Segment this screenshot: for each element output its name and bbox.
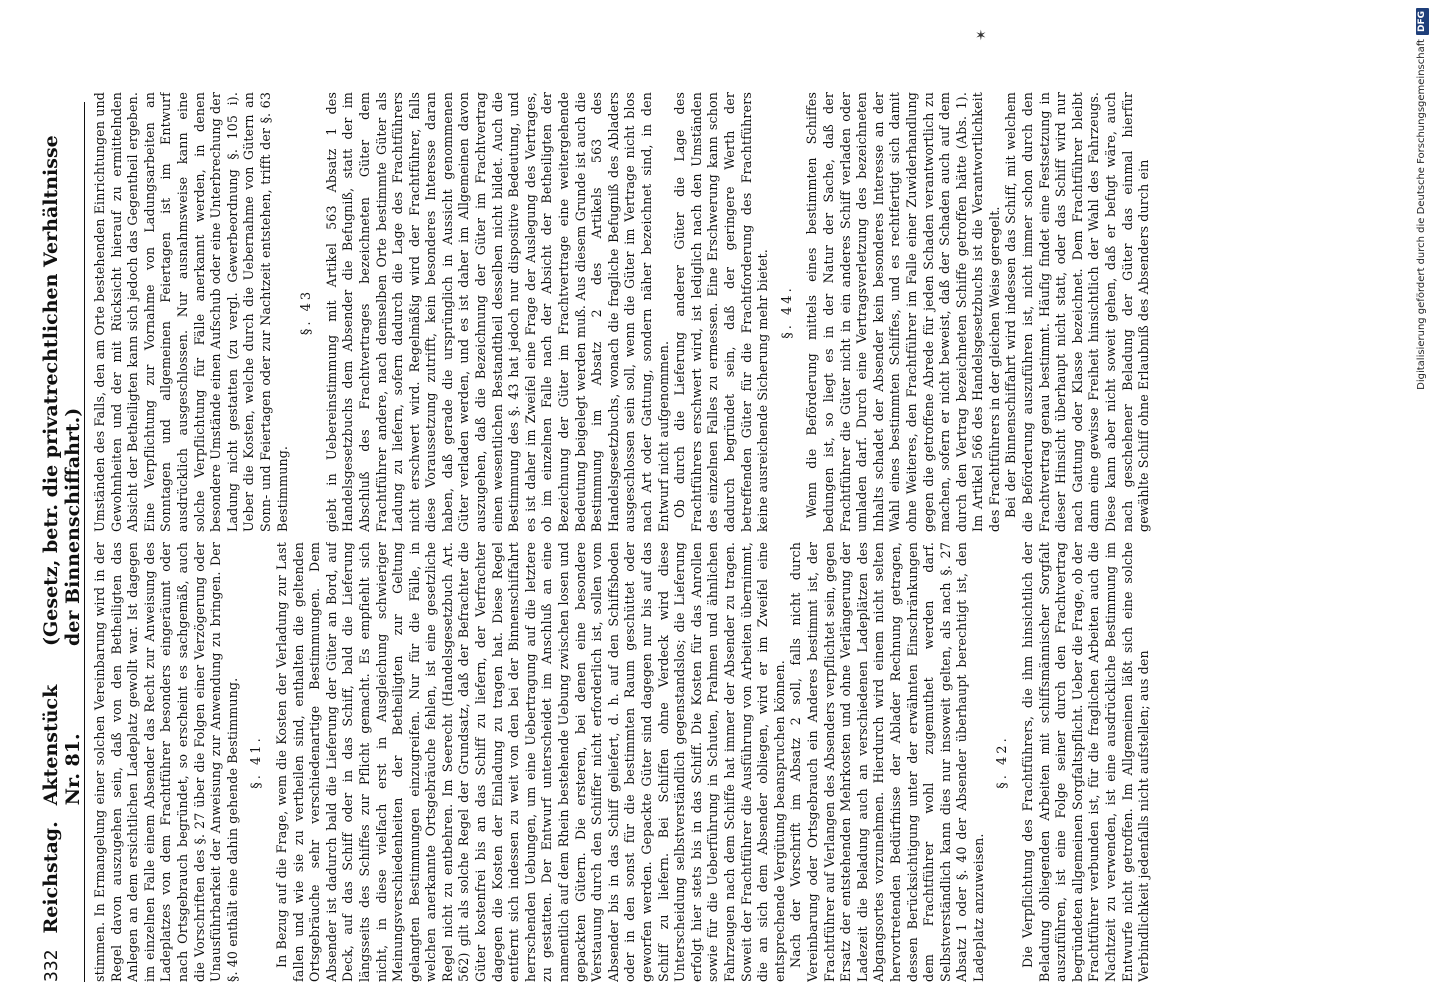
section-heading: §. 42. <box>995 735 1011 789</box>
funding-note-line <box>1413 8 1431 588</box>
scan-mark-icon: ✶ <box>975 28 987 44</box>
paragraph: giebt in Uebereinstimmung mit Artikel 563 Absatz 1 des Handelsgesetzbuchs dem Absender die Befugniß, statt der im Abschluß des Frachtvertrages bezeichneten Güter dem Frachtführer andere, nach demselben Orte bestimmte Güter als Ladung zu liefern, sofern dadurch die Lage des Frachtführers nicht erschwert wird. Regelmäßig wird der Frachtführer, falls diese Voraussetzung zutrifft, kein besonderes Interesse daran haben, daß gerade die ursprünglich in Aussicht genommenen Güter verladen werden, und es ist daher im Allgemeinen davon auszugehen, daß die Bezeichnung der Güter im Frachtvertrag einen wesentlichen Bestandtheil desselben nicht bildet. Auch die Bestimmung des §. 43 hat jedoch nur dispositive Bedeutung, und es ist daher im Zweifel eine Frage der Auslegung des Vertrages, ob im einzelnen Falle nach der Absicht der Betheiligten der Bezeichnung der Güter im Frachtvertrage eine weitergehende Bedeutung beigelegt werden muß. Aus diesem Grunde ist auch die Bestimmung im Absatz 2 des Artikels 563 des Handelsgesetzbuchs, wonach die fragliche Befugniß des Abladers ausgeschlossen sein soll, wenn die Güter im Vertrage nicht blos nach Art oder Gattung, sondern näher bezeichnet sind, in den Entwurf nicht aufgenommen. <box>323 92 671 532</box>
paragraph: Bei der Binnenschiffahrt wird indessen das Schiff, mit welchem die Beförderung auszuführen ist, nicht immer schon durch den Frachtvertrag genau bestimmt. Häufig findet eine Festsetzung in dieser Hinsicht überhaupt nicht statt, oder das Schiff wird nur nach Gattung oder Klasse bezeichnet. Dem Frachtführer bleibt dann eine gewisse Freiheit hinsichtlich der Wahl des Fahrzeugs. Diese kann aber nicht soweit gehen, daß er befugt wäre, auch nach geschehener Beladung der Güter das einmal hierfür gewählte Schiff ohne Erlaubniß des Absenders durch ein <box>1003 92 1152 532</box>
funding-margin-note <box>1410 10 1432 590</box>
paragraph: In Bezug auf die Frage, wem die Kosten der Verladung zur Last fallen und wie sie zu vertheilen sind, enthalten die geltenden Ortsgebräuche sehr verschiedenartige Bestimmungen. Dem Absender ist dadurch bald die Lieferung der Güter an Bord, auf Deck, auf das Schiff oder in das Schiff, bald die Lieferung längsseits des Schiffes zur Pflicht gemacht. Es empfiehlt sich nicht, in diese vielfach erst in Ausgleichung schwieriger Meinungsverschiedenheiten der Betheiligten zur Geltung gelangten Bestimmungen einzugreifen. Nur für die Fälle, in welchen anerkannte Ortsgebräuche fehlen, ist eine gesetzliche Regel nicht zu entbehren. Im Seerecht (Handelsgesetzbuch Art. 562) gilt als solche Regel der Grundsatz, daß der Befrachter die Güter kostenfrei bis an das Schiff zu liefern, der Verfrachter dagegen die Kosten der Einladung zu tragen hat. Diese Regel entfernt sich indessen zu weit von den bei der Binnenschiffahrt herrschenden Uebungen, um eine Uebertragung auf die letztere zu gestatten. Der Entwurf unterscheidet im Anschluß an eine namentlich auf dem Rhein bestehende Uebung zwischen losen und gepackten Gütern. Die ersteren, bei denen eine besondere Verstauung durch den Schiffer nicht erforderlich ist, sollen vom Absender bis in das Schiff geliefert, d. h. auf den Schiffsboden oder in den sonst für die bestimmten Raum geschüttet oder geworfen werden. Gepackte Güter sind dagegen nur bis auf das Schiff zu liefern. Bei Schiffen ohne Verdeck wird diese Unterscheidung selbstverständlich gegenstandslos; die Lieferung erfolgt hier stets bis in das Schiff. Die Kosten für das Anrollen sowie für die Ueberführung in Schuten, Prahmen und ähnlichen Fahrzeugen nach dem Schiffe hat immer der Absender zu tragen. Soweit der Frachtführer die Ausführung von Arbeiten übernimmt, die an sich dem Absender obliegen, wird er im Zweifel eine entsprechende Vergütung beanspruchen können. <box>273 542 787 982</box>
paragraph: Umständen des Falls, den am Orte bestehenden Einrichtungen und Gewohnheiten und der mit Rücksicht hierauf zu ermittelnden Absicht der Betheiligten kann sich jedoch das Gegentheil ergeben. Eine Verpflichtung zur Vornahme von Ladungsarbeiten an Sonntagen und allgemeinen Feiertagen ist im Entwurf ausdrücklich ausgeschlossen. Nur ausnahmsweise kann eine solche Verpflichtung für Fälle anerkannt werden, in denen besondere Umstände einen Aufschub oder eine Unterbrechung der Ladung nicht gestatten (zu vergl. Gewerbeordnung §. 105 i). Ueber die Kosten, welche durch die Uebernahme von Gütern an Sonn- und Feiertagen oder zur Nachtzeit entstehen, trifft der §. 63 Bestimmung. <box>92 92 290 532</box>
paragraph: Wenn die Beförderung mittels eines bestimmten Schiffes bedungen ist, so liegt es in der Natur der Sache, daß der Frachtführer die Güter nicht in ein anderes Schiff verladen oder umladen darf. Durch eine Vertragsverletzung des bezeichneten Inhalts schadet der Absender kein besonderes Interesse an der Wahl eines bestimmten Schiffes, und es rechtfertigt sich damit ohne Weiteres, den Frachtführer im Falle einer Zuwiderhandlung gegen die getroffene Abrede für jeden Schaden verantwortlich zu machen, sofern er nicht beweist, daß der Schaden auch auf dem durch den Vertrag bezeichneten Schiffe getroffen hätte (Abs. 1). Im Artikel 566 des Handelsgesetzbuchs ist die Verantwortlichkeit des Frachtführers in der gleichen Weise geregelt. <box>804 92 1002 532</box>
funding-note-text: Digitalisierung gefördert durch die Deutsche Forschungsgemeinschaft <box>1416 39 1427 390</box>
page-number: 332 <box>41 949 62 982</box>
document-reference: Aktenstück Nr. 81. <box>40 684 84 806</box>
paragraph: Die Verpflichtung des Frachtführers, die ihm hinsichtlich der Beladung obliegenden Arbeiten mit schiffsmännischer Sorgfalt auszuführen, ist eine Folge seiner durch den Frachtvertrag begründeten allgemeinen Sorgfaltspflicht. Ueber die Frage, ob der Frachtführer verbunden ist, für die fraglichen Arbeiten auch die Nachtzeit zu verwenden, ist eine ausdrückliche Bestimmung im Entwurfe nicht getroffen. Im Allgemeinen läßt sich eine solche Verbindlichkeit jedenfalls nicht aufstellen; aus den <box>1020 542 1152 982</box>
paragraph: Ob durch die Lieferung anderer Güter die Lage des Frachtführers erschwert wird, ist lediglich nach den Umständen des einzelnen Falles zu ermessen. Eine Erschwerung kann schon dadurch begründet sein, daß der geringere Werth der betreffenden Güter für die Frachtforderung des Frachtführers keine ausreichende Sicherung mehr bietet. <box>672 92 771 532</box>
running-title: Reichstag. <box>40 821 62 934</box>
page-header <box>40 102 85 982</box>
paragraph: stimmen. In Ermangelung einer solchen Vereinbarung wird in der Regel davon auszugehen sein, daß von den Betheiligten das Anlegen an dem ersichtlichen Ladeplatz gewollt war. Ist dagegen im einzelnen Falle einem Absender das Recht zur Anweisung des Ladeplatzes von dem Frachtführer besonders eingeräumt oder nach Ortsgebrauch begründet, so erscheint es sachgemäß, auch die Vorschriften des §. 27 über die Folgen einer Verzögerung oder Unausführbarkeit der Anweisung zur Anwendung zu bringen. Der §. 40 enthält eine dahin gehende Bestimmung. <box>92 542 240 982</box>
right-text-column <box>92 92 1392 532</box>
section-heading: §. 43 <box>299 288 315 336</box>
section-heading: §. 44. <box>779 285 795 339</box>
left-text-column <box>92 542 1392 982</box>
paragraph: Nach der Vorschrift im Absatz 2 soll, falls nicht durch Vereinbarung oder Ortsgebrauch ein Anderes bestimmt ist, der Frachtführer auf Verlangen des Absenders verpflichtet sein, gegen Ersatz der entstehenden Mehrkosten und ohne Verlängerung der Ladezeit die Beladung auch an verschiedenen Ladeplätzen des Abgangsortes vorzunehmen. Hierdurch wird einem nicht selten hervortretenden Bedürfnisse der Ablader Rechnung getragen, dessen Berücksichtigung unter der erwähnten Einschränkungen dem Frachtführer wohl zugemuthet werden darf. Selbstverständlich kann dies nur insoweit gelten, als nach §. 27 Absatz 1 oder §. 40 der Absender überhaupt berechtigt ist, den Ladeplatz anzuweisen. <box>788 542 986 982</box>
document-subject: (Gesetz, betr. die privatrechtlichen Verhältnisse der Binnenschiffahrt.) <box>40 135 84 646</box>
section-heading: §. 41. <box>249 735 265 789</box>
dfg-logo: DFG <box>1416 8 1429 35</box>
